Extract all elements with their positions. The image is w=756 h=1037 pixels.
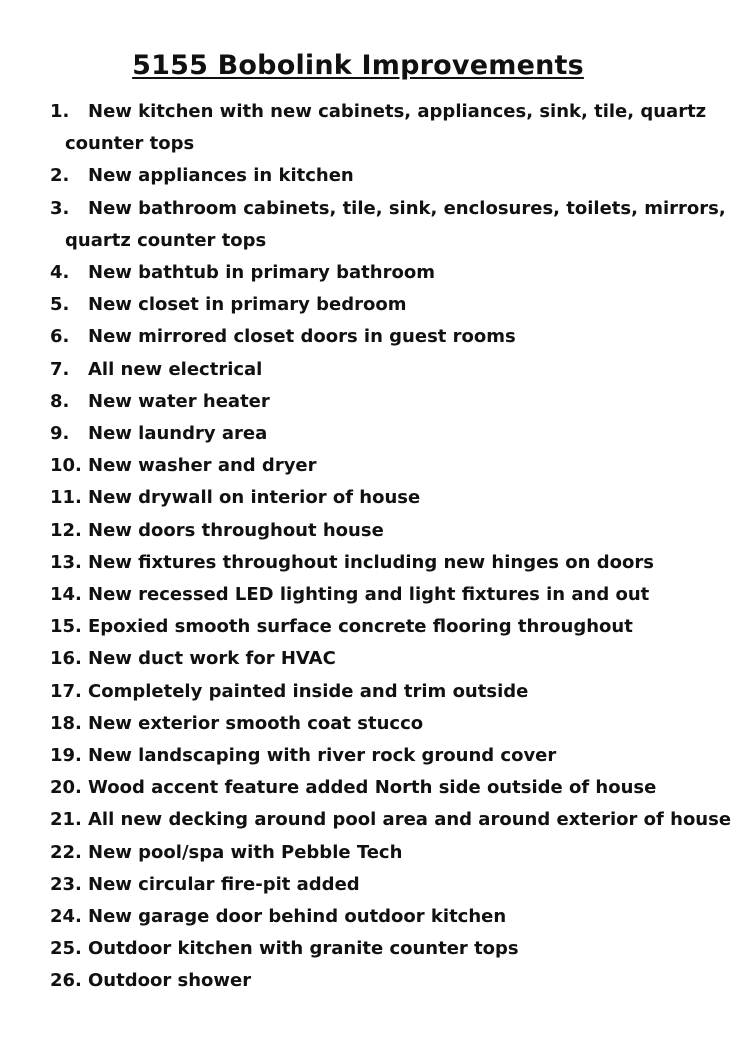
- list-item: [50, 837, 730, 869]
- list-item: [50, 611, 730, 643]
- list-item: [50, 96, 730, 160]
- list-item: [50, 193, 730, 257]
- list-item-text: New washer and dryer: [88, 455, 317, 477]
- list-item-text: New appliances in kitchen: [88, 165, 354, 187]
- list-item-text: New water heater: [88, 390, 270, 412]
- list-item: [50, 643, 730, 675]
- list-item-text: New doors throughout house: [88, 519, 384, 541]
- list-item-number: 3.: [50, 197, 70, 219]
- list-item-number: 26.: [50, 970, 82, 992]
- list-item-text: New circular fire-pit added: [88, 873, 360, 895]
- list-item: [50, 579, 730, 611]
- list-item-number: 12.: [50, 519, 82, 541]
- list-item: [50, 160, 730, 192]
- list-item-number: 6.: [50, 326, 70, 348]
- list-item-number: 10.: [50, 455, 82, 477]
- list-item: [50, 289, 730, 321]
- list-item-number: 24.: [50, 906, 82, 928]
- improvement-list: [50, 96, 730, 998]
- list-item: [50, 418, 730, 450]
- list-item: [50, 354, 730, 386]
- list-item-number: 2.: [50, 165, 70, 187]
- list-item-number: 1.: [50, 101, 70, 122]
- list-item: [50, 804, 730, 836]
- list-item-number: 21.: [50, 809, 82, 831]
- list-item-number: 9.: [50, 423, 70, 445]
- list-item-text: New duct work for HVAC: [88, 648, 336, 670]
- list-item-text: New pool/spa with Pebble Tech: [88, 841, 403, 863]
- list-item: [50, 933, 730, 965]
- list-item-number: 5.: [50, 294, 70, 316]
- list-item-continuation: counter tops: [65, 133, 195, 155]
- list-item-number: 23.: [50, 873, 82, 895]
- list-item-number: 15.: [50, 616, 82, 638]
- list-item-number: 22.: [50, 841, 82, 863]
- list-item: [50, 869, 730, 901]
- list-item-text: New closet in primary bedroom: [88, 294, 407, 316]
- list-item-text: Outdoor kitchen with granite counter tops: [88, 938, 519, 960]
- list-item: [50, 482, 730, 514]
- list-item-text: New bathtub in primary bathroom: [88, 262, 435, 284]
- list-item-number: 7.: [50, 358, 70, 380]
- list-item-number: 16.: [50, 648, 82, 670]
- list-item-number: 8.: [50, 390, 70, 412]
- list-item: [50, 515, 730, 547]
- list-item: [50, 772, 730, 804]
- list-item-text: New landscaping with river rock ground cover: [88, 745, 557, 767]
- list-item-text: Wood accent feature added North side outside of house: [88, 777, 657, 799]
- list-item-text: All new electrical: [88, 358, 263, 380]
- list-item: [50, 450, 730, 482]
- list-item-text: New recessed LED lighting and light fixtures in and out: [88, 584, 650, 606]
- list-item-text: New mirrored closet doors in guest rooms: [88, 326, 516, 348]
- list-item-number: 11.: [50, 487, 82, 509]
- list-item-number: 13.: [50, 551, 82, 573]
- list-item-number: 20.: [50, 777, 82, 799]
- list-item: [50, 708, 730, 740]
- list-item-text: New fixtures throughout including new hinges on doors: [88, 551, 654, 573]
- list-item: [50, 901, 730, 933]
- list-item: [50, 965, 730, 997]
- list-item-number: 18.: [50, 712, 82, 734]
- list-item-number: 17.: [50, 680, 82, 702]
- list-item-continuation: quartz counter tops: [65, 229, 267, 251]
- list-item: [50, 676, 730, 708]
- list-item: [50, 547, 730, 579]
- list-item-number: 4.: [50, 262, 70, 284]
- list-item-text: New laundry area: [88, 423, 268, 445]
- list-item-text: Completely painted inside and trim outside: [88, 680, 529, 702]
- list-item-number: 14.: [50, 584, 82, 606]
- list-item-text: Epoxied smooth surface concrete flooring throughout: [88, 616, 633, 638]
- document-title: 5155 Bobolink Improvements: [132, 50, 584, 81]
- list-item: [50, 257, 730, 289]
- list-item: [50, 321, 730, 353]
- list-item-text: All new decking around pool area and around exterior of house: [88, 809, 732, 831]
- list-item: [50, 740, 730, 772]
- list-item-text: New garage door behind outdoor kitchen: [88, 906, 507, 928]
- list-item-text: New kitchen with new cabinets, appliances, sink, tile, quartz: [88, 101, 707, 122]
- list-item: [50, 386, 730, 418]
- list-item-number: 19.: [50, 745, 82, 767]
- list-item-text: Outdoor shower: [88, 970, 252, 992]
- list-item-text: New drywall on interior of house: [88, 487, 421, 509]
- list-item-text: New exterior smooth coat stucco: [88, 712, 424, 734]
- list-item-number: 25.: [50, 938, 82, 960]
- list-item-text: New bathroom cabinets, tile, sink, enclosures, toilets, mirrors,: [88, 197, 726, 219]
